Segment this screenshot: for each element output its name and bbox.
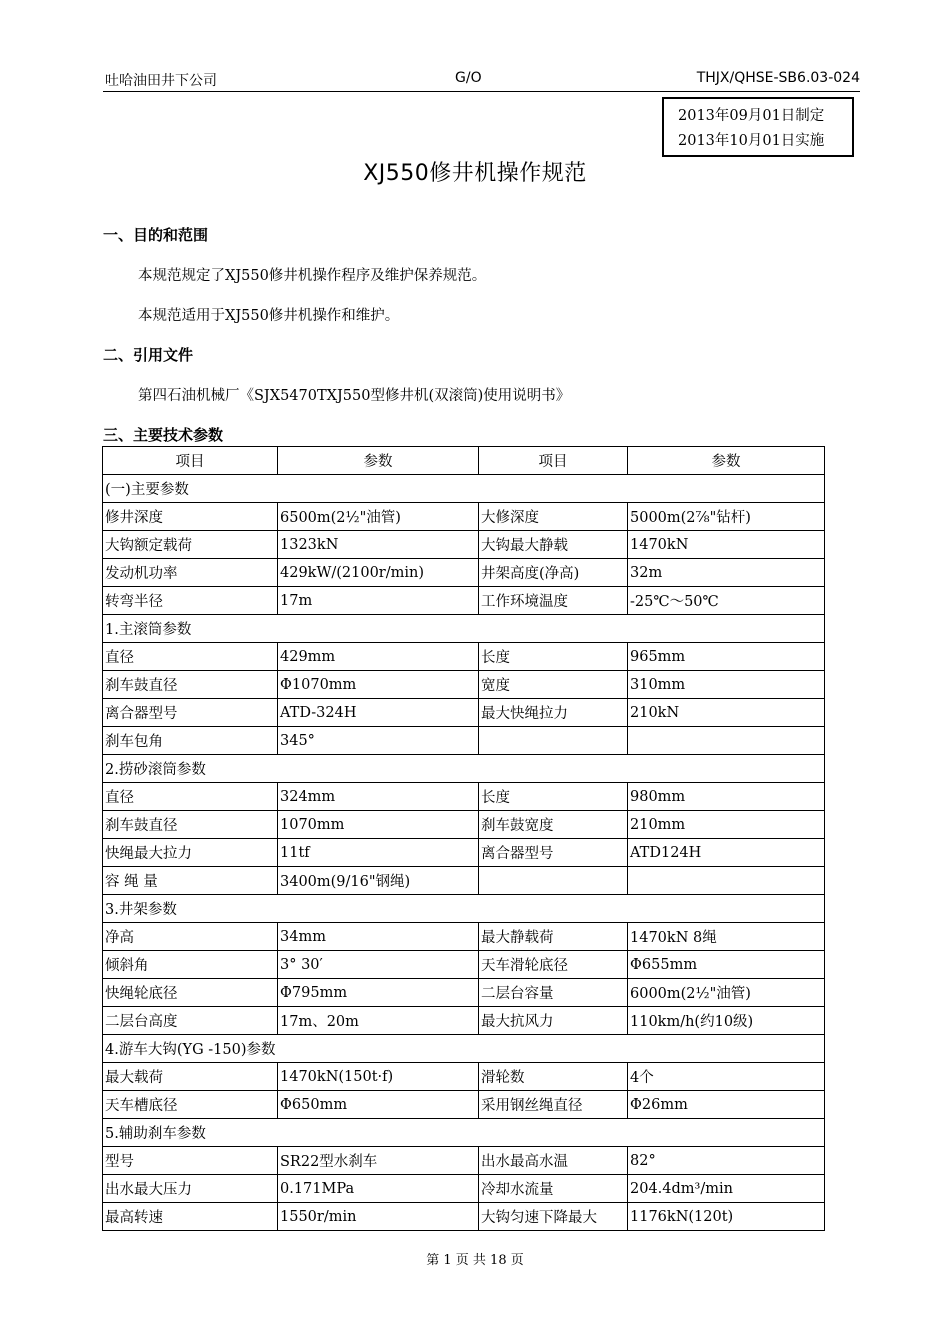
paragraph: 本规范规定了XJ550修井机操作程序及维护保养规范。 xyxy=(138,268,487,284)
value-cell xyxy=(628,727,825,755)
table-row xyxy=(103,1007,825,1035)
value-cell: 345° xyxy=(278,727,479,755)
item-cell: 最高转速 xyxy=(103,1203,278,1231)
item-cell: 刹车鼓直径 xyxy=(103,671,278,699)
section-label: 2.捞砂滚筒参数 xyxy=(103,755,825,783)
item-cell: 出水最高水温 xyxy=(479,1147,628,1175)
item-cell: 刹车包角 xyxy=(103,727,278,755)
item-cell xyxy=(479,867,628,895)
column-header: 项目 xyxy=(479,447,628,475)
table-row xyxy=(103,587,825,615)
table-row xyxy=(103,979,825,1007)
value-cell: Φ650mm xyxy=(278,1091,479,1119)
table-header-row xyxy=(103,447,825,475)
value-cell: 429kW/(2100r/min) xyxy=(278,559,479,587)
value-cell: 3° 30′ xyxy=(278,951,479,979)
table-row xyxy=(103,923,825,951)
value-cell: 17m、20m xyxy=(278,1007,479,1035)
table-section-row xyxy=(103,1035,825,1063)
value-cell: 6500m(2½"油管) xyxy=(278,503,479,531)
table-row xyxy=(103,699,825,727)
value-cell: 110km/h(约10级) xyxy=(628,1007,825,1035)
value-cell: 1176kN(120t) xyxy=(628,1203,825,1231)
date-box xyxy=(662,97,854,157)
item-cell: 滑轮数 xyxy=(479,1063,628,1091)
header-divider xyxy=(103,91,860,92)
parameters-table xyxy=(102,446,825,1231)
page-footer: 第 1 页 共 18 页 xyxy=(426,1253,524,1268)
value-cell: 210kN xyxy=(628,699,825,727)
table-row xyxy=(103,839,825,867)
table-row xyxy=(103,783,825,811)
page-header xyxy=(103,70,860,92)
item-cell: 采用钢丝绳直径 xyxy=(479,1091,628,1119)
value-cell: -25℃～50℃ xyxy=(628,587,825,615)
item-cell: 直径 xyxy=(103,783,278,811)
item-cell: 倾斜角 xyxy=(103,951,278,979)
table-row xyxy=(103,1091,825,1119)
document-code: THJX/QHSE-SB6.03-024 xyxy=(696,70,860,86)
table-section-row xyxy=(103,1119,825,1147)
section-label: 3.井架参数 xyxy=(103,895,825,923)
item-cell: 长度 xyxy=(479,783,628,811)
value-cell: 1470kN(150t·f) xyxy=(278,1063,479,1091)
table-row xyxy=(103,1147,825,1175)
item-cell: 快绳轮底径 xyxy=(103,979,278,1007)
item-cell: 大钩匀速下降最大 xyxy=(479,1203,628,1231)
column-header: 参数 xyxy=(278,447,479,475)
column-header: 项目 xyxy=(103,447,278,475)
section-label: 1.主滚筒参数 xyxy=(103,615,825,643)
item-cell: 离合器型号 xyxy=(479,839,628,867)
table-row xyxy=(103,1063,825,1091)
item-cell: 井架高度(净高) xyxy=(479,559,628,587)
value-cell: 965mm xyxy=(628,643,825,671)
value-cell: 324mm xyxy=(278,783,479,811)
version-code: G/O xyxy=(455,70,482,86)
value-cell: 34mm xyxy=(278,923,479,951)
item-cell: 最大载荷 xyxy=(103,1063,278,1091)
value-cell: 32m xyxy=(628,559,825,587)
value-cell: 1470kN 8绳 xyxy=(628,923,825,951)
table-section-row xyxy=(103,475,825,503)
value-cell: Φ795mm xyxy=(278,979,479,1007)
item-cell: 最大静载荷 xyxy=(479,923,628,951)
section-label: 4.游车大钩(YG -150)参数 xyxy=(103,1035,825,1063)
table-row xyxy=(103,503,825,531)
made-date: 2013年09月01日制定 xyxy=(678,108,825,124)
table-row xyxy=(103,951,825,979)
value-cell: ATD124H xyxy=(628,839,825,867)
column-header: 参数 xyxy=(628,447,825,475)
item-cell: 二层台高度 xyxy=(103,1007,278,1035)
table-row xyxy=(103,671,825,699)
item-cell: 修井深度 xyxy=(103,503,278,531)
item-cell: 二层台容量 xyxy=(479,979,628,1007)
value-cell: 1070mm xyxy=(278,811,479,839)
item-cell: 快绳最大拉力 xyxy=(103,839,278,867)
value-cell: ATD-324H xyxy=(278,699,479,727)
item-cell: 宽度 xyxy=(479,671,628,699)
effective-date: 2013年10月01日实施 xyxy=(678,133,825,149)
value-cell: 3400m(9/16"钢绳) xyxy=(278,867,479,895)
paragraph: 第四石油机械厂《SJX5470TXJ550型修井机(双滚筒)使用说明书》 xyxy=(138,388,571,404)
value-cell: 204.4dm³/min xyxy=(628,1175,825,1203)
item-cell: 出水最大压力 xyxy=(103,1175,278,1203)
document-title: XJ550修井机操作规范 xyxy=(363,161,587,186)
section-label: 5.辅助刹车参数 xyxy=(103,1119,825,1147)
item-cell: 发动机功率 xyxy=(103,559,278,587)
item-cell: 离合器型号 xyxy=(103,699,278,727)
section-label: (一)主要参数 xyxy=(103,475,825,503)
value-cell: 1323kN xyxy=(278,531,479,559)
table-section-row xyxy=(103,755,825,783)
value-cell: 4个 xyxy=(628,1063,825,1091)
item-cell: 容 绳 量 xyxy=(103,867,278,895)
value-cell: 0.171MPa xyxy=(278,1175,479,1203)
value-cell: 82° xyxy=(628,1147,825,1175)
table-row xyxy=(103,559,825,587)
table-row xyxy=(103,811,825,839)
value-cell: 1470kN xyxy=(628,531,825,559)
item-cell: 长度 xyxy=(479,643,628,671)
value-cell: Φ26mm xyxy=(628,1091,825,1119)
table-row xyxy=(103,1203,825,1231)
value-cell: 6000m(2½"油管) xyxy=(628,979,825,1007)
item-cell: 天车滑轮底径 xyxy=(479,951,628,979)
value-cell: Φ655mm xyxy=(628,951,825,979)
value-cell: 310mm xyxy=(628,671,825,699)
item-cell: 刹车鼓直径 xyxy=(103,811,278,839)
item-cell: 型号 xyxy=(103,1147,278,1175)
company-name: 吐哈油田井下公司 xyxy=(105,73,217,89)
value-cell: 1550r/min xyxy=(278,1203,479,1231)
paragraph: 本规范适用于XJ550修井机操作和维护。 xyxy=(138,308,400,324)
table-section-row xyxy=(103,615,825,643)
value-cell: 980mm xyxy=(628,783,825,811)
section-heading-references: 二、引用文件 xyxy=(103,346,194,364)
value-cell: 210mm xyxy=(628,811,825,839)
value-cell: SR22型水刹车 xyxy=(278,1147,479,1175)
item-cell: 大修深度 xyxy=(479,503,628,531)
item-cell: 工作环境温度 xyxy=(479,587,628,615)
value-cell: 429mm xyxy=(278,643,479,671)
value-cell: 17m xyxy=(278,587,479,615)
item-cell: 冷却水流量 xyxy=(479,1175,628,1203)
item-cell: 大钩最大静载 xyxy=(479,531,628,559)
section-heading-purpose: 一、目的和范围 xyxy=(103,226,209,244)
table-row xyxy=(103,727,825,755)
item-cell: 刹车鼓宽度 xyxy=(479,811,628,839)
item-cell: 直径 xyxy=(103,643,278,671)
value-cell xyxy=(628,867,825,895)
item-cell xyxy=(479,727,628,755)
table-row xyxy=(103,867,825,895)
table-row xyxy=(103,1175,825,1203)
item-cell: 转弯半径 xyxy=(103,587,278,615)
table-row xyxy=(103,531,825,559)
value-cell: 5000m(2⅞"钻杆) xyxy=(628,503,825,531)
table-section-row xyxy=(103,895,825,923)
value-cell: 11tf xyxy=(278,839,479,867)
item-cell: 最大快绳拉力 xyxy=(479,699,628,727)
item-cell: 最大抗风力 xyxy=(479,1007,628,1035)
item-cell: 净高 xyxy=(103,923,278,951)
section-heading-parameters: 三、主要技术参数 xyxy=(103,426,224,444)
table-row xyxy=(103,643,825,671)
value-cell: Φ1070mm xyxy=(278,671,479,699)
item-cell: 天车槽底径 xyxy=(103,1091,278,1119)
item-cell: 大钩额定载荷 xyxy=(103,531,278,559)
